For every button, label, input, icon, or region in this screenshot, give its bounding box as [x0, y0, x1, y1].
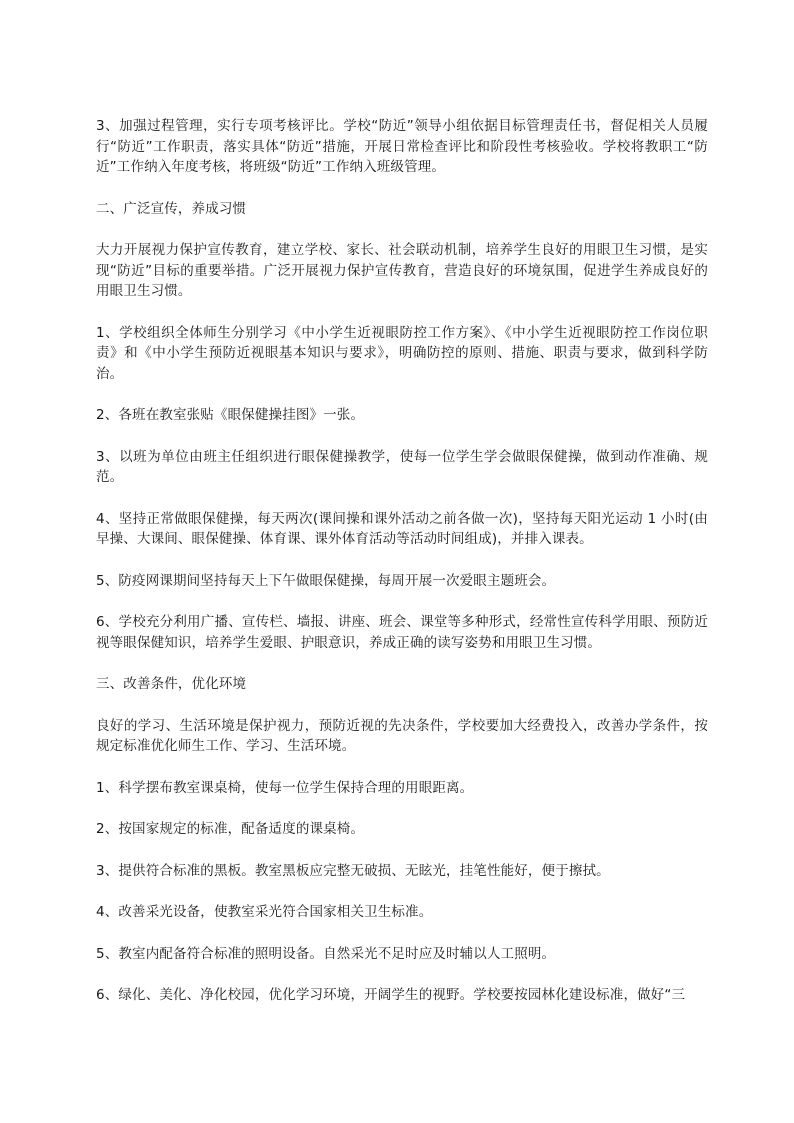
section-heading-environment: 三、改善条件，优化环境	[96, 676, 247, 692]
list-item-eye-exercise-poster: 2、各班在教室张贴《眼保健操挂图》一张。	[96, 407, 365, 423]
paragraph-process-management: 3、加强过程管理，实行专项考核评比。学校“防近”领导小组依据目标管理责任书，督促相关人员履行“防近”工作职责，落实具体“防近”措施，开展日常检查评比和阶段性考核验收。学校将教职工“防近”工作纳入年度考核，将班级“防近”工作纳入班级管理。	[96, 118, 708, 175]
list-item-lighting-equipment: 4、改善采光设备，使教室采光符合国家相关卫生标准。	[96, 904, 433, 920]
list-item-campus-greening: 6、绿化、美化、净化校园，优化学习环境，开阔学生的视野。学校要按园林化建设标准，做好“三	[96, 987, 686, 1003]
list-item-illumination: 5、教室内配备符合标准的照明设备。自然采光不足时应及时辅以人工照明。	[96, 945, 556, 962]
list-item-blackboard: 3、提供符合标准的黑板。教室黑板应完整无破损、无眩光，挂笔性能好，便于擦拭。	[96, 862, 610, 879]
list-item-online-class: 5、防疫网课期间坚持每天上下午做眼保健操，每周开展一次爱眼主题班会。	[96, 572, 556, 589]
list-item-publicity-channels: 6、学校充分利用广播、宣传栏、墙报、讲座、班会、课堂等多种形式，经常性宣传科学用眼、预防近视等眼保健知识，培养学生爱眼、护眼意识，养成正确的读写姿势和用眼卫生习惯。	[96, 614, 708, 651]
document-body	[96, 116, 708, 1006]
paragraph-publicity-intro: 大力开展视力保护宣传教育，建立学校、家长、社会联动机制，培养学生良好的用眼卫生习惯，是实现“防近”目标的重要举措。广泛开展视力保护宣传教育，营造良好的环境氛围，促进学生养成良好的用眼卫生习惯。	[96, 242, 708, 299]
list-item-eye-exercise-teaching: 3、以班为单位由班主任组织进行眼保健操教学，使每一位学生学会做眼保健操，做到动作准确、规范。	[96, 448, 708, 485]
paragraph-environment-intro: 良好的学习、生活环境是保护视力，预防近视的先决条件，学校要加大经费投入，改善办学条件，按规定标准优化师生工作、学习、生活环境。	[96, 717, 708, 754]
list-item-study-documents: 1、学校组织全体师生分别学习《中小学生近视眼防控工作方案》、《中小学生近视眼防控工作岗位职责》和《中小学生预防近视眼基本知识与要求》，明确防控的原则、措施、职责与要求，做到科学防治。	[96, 324, 708, 382]
list-item-daily-exercise: 4、坚持正常做眼保健操，每天两次(课间操和课外活动之前各做一次)，坚持每天阳光运动 1 小时(由早操、大课间、眼保健操、体育课、课外体育活动等活动时间组成)，并排入课表。	[96, 510, 708, 547]
list-item-desk-standard: 2、按国家规定的标准，配备适度的课桌椅。	[96, 821, 365, 837]
section-heading-publicity: 二、广泛宣传，养成习惯	[96, 200, 247, 217]
list-item-desk-arrangement: 1、科学摆布教室课桌椅，使每一位学生保持合理的用眼距离。	[96, 779, 474, 796]
